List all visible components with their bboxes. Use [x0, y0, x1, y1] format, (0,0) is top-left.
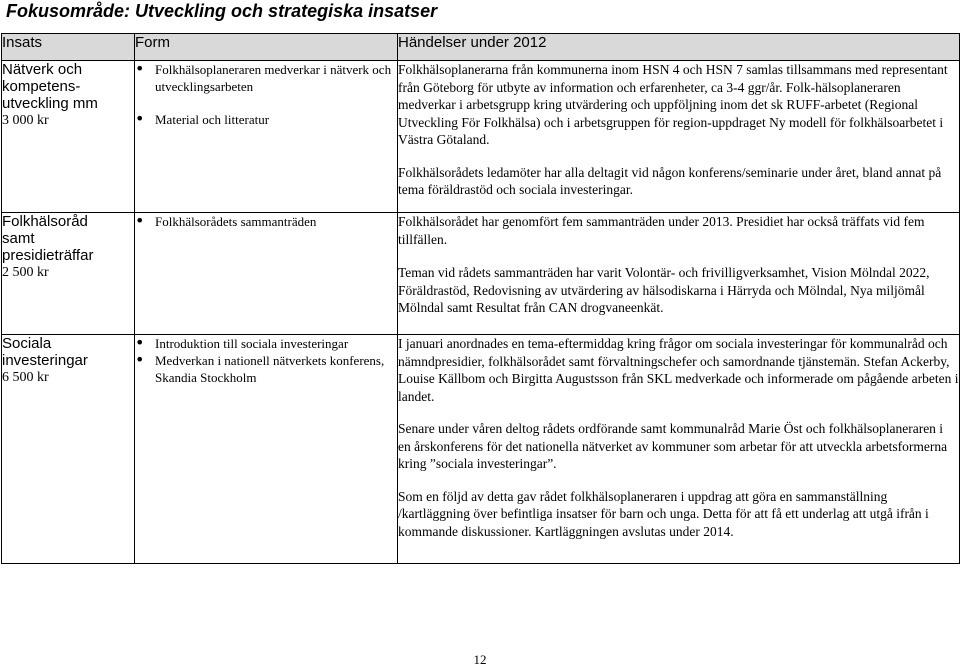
- header-insats: Insats: [2, 34, 135, 61]
- insats-name: Folkhälsoråd samt presidieträffar: [2, 213, 94, 264]
- form-cell: [135, 335, 398, 564]
- insats-cell: [2, 335, 135, 564]
- form-list: [135, 61, 397, 128]
- form-cell: [135, 213, 398, 335]
- table-row: [2, 213, 960, 335]
- event-paragraph: Senare under våren deltog rådets ordförande samt kommunalråd Marie Öst och folkhälsoplaneraren i en årskonferens för det nationella nätverket av kommuner som arbetar för att utveckla arbetsformerna kring ”sociala investeringar”.: [398, 421, 948, 471]
- insats-amount: 3 000 kr: [2, 113, 49, 128]
- event-paragraph: I januari anordnades en tema-eftermiddag kring frågor om sociala investeringar för kommunalråd och nämndpresidier, folkhälsorådet samt förvaltningschefer och samordnande tjänstemän. Stefan Ackerby, Louise Källbom och Birgitta Augustsson från SKL medverkade och informerade om pågående arbeten i landet.: [398, 336, 959, 404]
- form-item: • Medverkan i nationell nätverkets konferens, Skandia Stockholm: [135, 352, 397, 386]
- form-item: • Folkhälsoplaneraren medverkar i nätverk och utvecklingsarbeten: [135, 61, 397, 95]
- page-title: Fokusområde: Utveckling och strategiska insatser: [6, 1, 438, 21]
- insats-cell: [2, 61, 135, 213]
- form-list: [135, 335, 397, 386]
- event-paragraph: Folkhälsoplanerarna från kommunerna inom HSN 4 och HSN 7 samlas tillsammans med representant från Göteborg för utbyte av information och erfarenheter, ca 3-4 ggr/år. Folk-hälsoplaneraren medverkar i arbetsgrupp kring utvärdering och uppföljning inom det sk RUFF-arbetet (Regional Utveckling För Folkhälsa) och i arbetsgruppen för region-uppdraget Ny modell för folkhälsoarbetet i Västra Götaland.: [398, 62, 948, 147]
- header-form: Form: [135, 34, 398, 61]
- form-item: • Introduktion till sociala investeringar: [135, 335, 397, 352]
- form-cell: [135, 61, 398, 213]
- table-header-row: [2, 34, 960, 61]
- event-paragraph: Folkhälsorådets ledamöter har alla deltagit vid någon konferens/seminarie under året, bland annat på tema föräldrastöd och sociala investeringar.: [398, 164, 942, 197]
- page-number: 12: [473, 652, 487, 667]
- header-handelser: Händelser under 2012: [398, 34, 960, 61]
- form-item: • Folkhälsorådets sammanträden: [135, 213, 397, 230]
- table-row: [2, 61, 960, 213]
- form-list: [135, 213, 397, 230]
- events-cell: [398, 213, 960, 335]
- insats-name: Sociala investeringar: [2, 335, 88, 369]
- event-paragraph: Teman vid rådets sammanträden har varit Volontär- och frivilligverksamhet, Vision Mölndal 2022, Föräldrastöd, Redovisning av utvärdering av hälsodiskarna i Härryda och Mölndal, Nya miljömål Mölndal samt Resultat från CAN drogvaneenkät.: [398, 265, 930, 315]
- insats-table: [1, 33, 960, 564]
- insats-cell: [2, 213, 135, 335]
- insats-name: Nätverk och kompetens-utveckling mm: [2, 61, 98, 112]
- insats-amount: 2 500 kr: [2, 265, 49, 280]
- events-cell: [398, 61, 960, 213]
- form-item: • Material och litteratur: [135, 111, 397, 128]
- event-paragraph: Folkhälsorådet har genomfört fem sammanträden under 2013. Presidiet har också träffats vid fem tillfällen.: [398, 214, 925, 247]
- events-cell: [398, 335, 960, 564]
- table-row: [2, 335, 960, 564]
- insats-amount: 6 500 kr: [2, 370, 49, 385]
- event-paragraph: Som en följd av detta gav rådet folkhälsoplaneraren i uppdrag att göra en sammanställning /kartläggning över befintliga insatser för barn och unga. Detta för att få ett underlag att utgå ifrån i kommande diskussioner. Kartläggningen avslutas under 2014.: [398, 488, 929, 539]
